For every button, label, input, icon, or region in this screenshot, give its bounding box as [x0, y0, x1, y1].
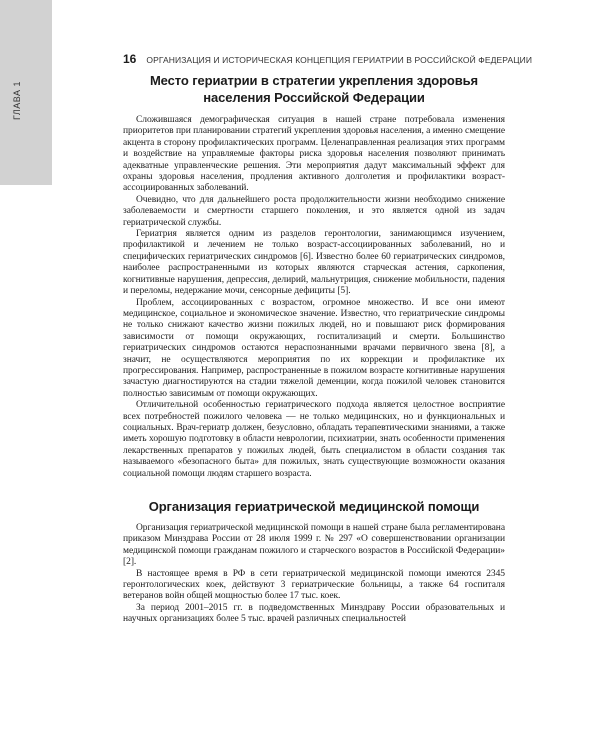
section-title-geriatric-care-organization: Организация гериатрической медицинской помощи [148, 499, 480, 514]
paragraph: За период 2001–2015 гг. в подведомственных Минздраву России образовательных и научных организациях более 5 тыс. врачей различных специальностей [123, 602, 505, 625]
page-number: 16 [123, 52, 137, 66]
section-title-geriatrics-strategy: Место гериатрии в стратегии укрепления здоровья населения Российской Федерации [149, 73, 479, 105]
paragraph: Очевидно, что для дальнейшего роста продолжительности жизни необходимо снижение заболеваемости и смертности старшего поколения, и это является одной из задач гериатрической службы. [123, 194, 505, 228]
paragraph: В настоящее время в РФ в сети гериатрической медицинской помощи имеются 2345 геронтологических коек, действуют 3 гериатрические больницы, а также 64 госпиталя ветеранов войн общей мощностью более 17 тыс. коек. [123, 568, 505, 602]
page-content [123, 72, 505, 626]
paragraph: Организация гериатрической медицинской помощи в нашей стране была регламентирована приказом Минздрава России от 28 июля 1999 г. № 297 «О совершенствовании организации медицинской помощи гражданам пожилого и старческого возрастов в Российской Федерации» [2]. [123, 523, 505, 568]
paragraph: Сложившаяся демографическая ситуация в нашей стране потребовала изменения приоритетов при планировании стратегий укрепления здоровья населения, а именно смещение акцента в сторону профилактических программ. Целенаправленная реализация этих программ и воздействие на управляемые факторы риска здоровья населения позволяют принимать адекватные управленческие решения. Эти мероприятия дадут максимальный эффект для охраны здоровья населения, продления активного долголетия и профилактики возраст-ассоциированных заболеваний. [123, 115, 505, 194]
paragraph: Отличительной особенностью гериатрического подхода является целостное восприятие всех потребностей пожилого человека — не только медицинских, но и функциональных и социальных. Врач-гериатр должен, безусловно, обладать терапевтическими знаниями, а также иметь хорошую подготовку в области неврологии, психиатрии, знать особенности применения лекарственных препаратов у пожилых людей, быть специалистом в области создания так называемого «безопасного быта» для пожилых, знать существующие возможности оказания социальной помощи людям старшего возраста. [123, 400, 505, 479]
chapter-tab [0, 0, 52, 185]
page-header [123, 52, 533, 66]
paragraph: Гериатрия является одним из разделов геронтологии, занимающимся изучением, профилактикой и лечением не только возраст-ассоциированных заболеваний, но и специфических гериатрических синдромов [6]. Известно более 60 гериатрических синдромов, наиболее распространенными из которых являются старческая астения, саркопения, когнитивные нарушения, депрессия, делирий, мальнутриция, снижение мобильности, падения и переломы, недержание мочи, сенсорные дефициты [5]. [123, 229, 505, 297]
chapter-label: ГЛАВА 1 [12, 81, 22, 120]
running-head: ОРГАНИЗАЦИЯ И ИСТОРИЧЕСКАЯ КОНЦЕПЦИЯ ГЕРИАТРИИ В РОССИЙСКОЙ ФЕДЕРАЦИИ [146, 55, 533, 65]
paragraph: Проблем, ассоциированных с возрастом, огромное множество. И все они имеют медицинское, социальное и экономическое значение. Известно, что гериатрические синдромы не только снижают качество жизни пожилых людей, но и повышают риск формирования зависимости от помощи окружающих, госпитализаций и смерти. Большинство гериатрических синдромов остаются нераспознанными врачами первичного звена [8], а значит, не осуществляются мероприятия по их коррекции и профилактике их прогрессирования. Например, распространенные в пожилом возрасте когнитивные нарушения зачастую диагностируются на стадии тяжелой деменции, когда пожилой человек становится полностью зависимым от помощи окружающих. [123, 297, 505, 399]
